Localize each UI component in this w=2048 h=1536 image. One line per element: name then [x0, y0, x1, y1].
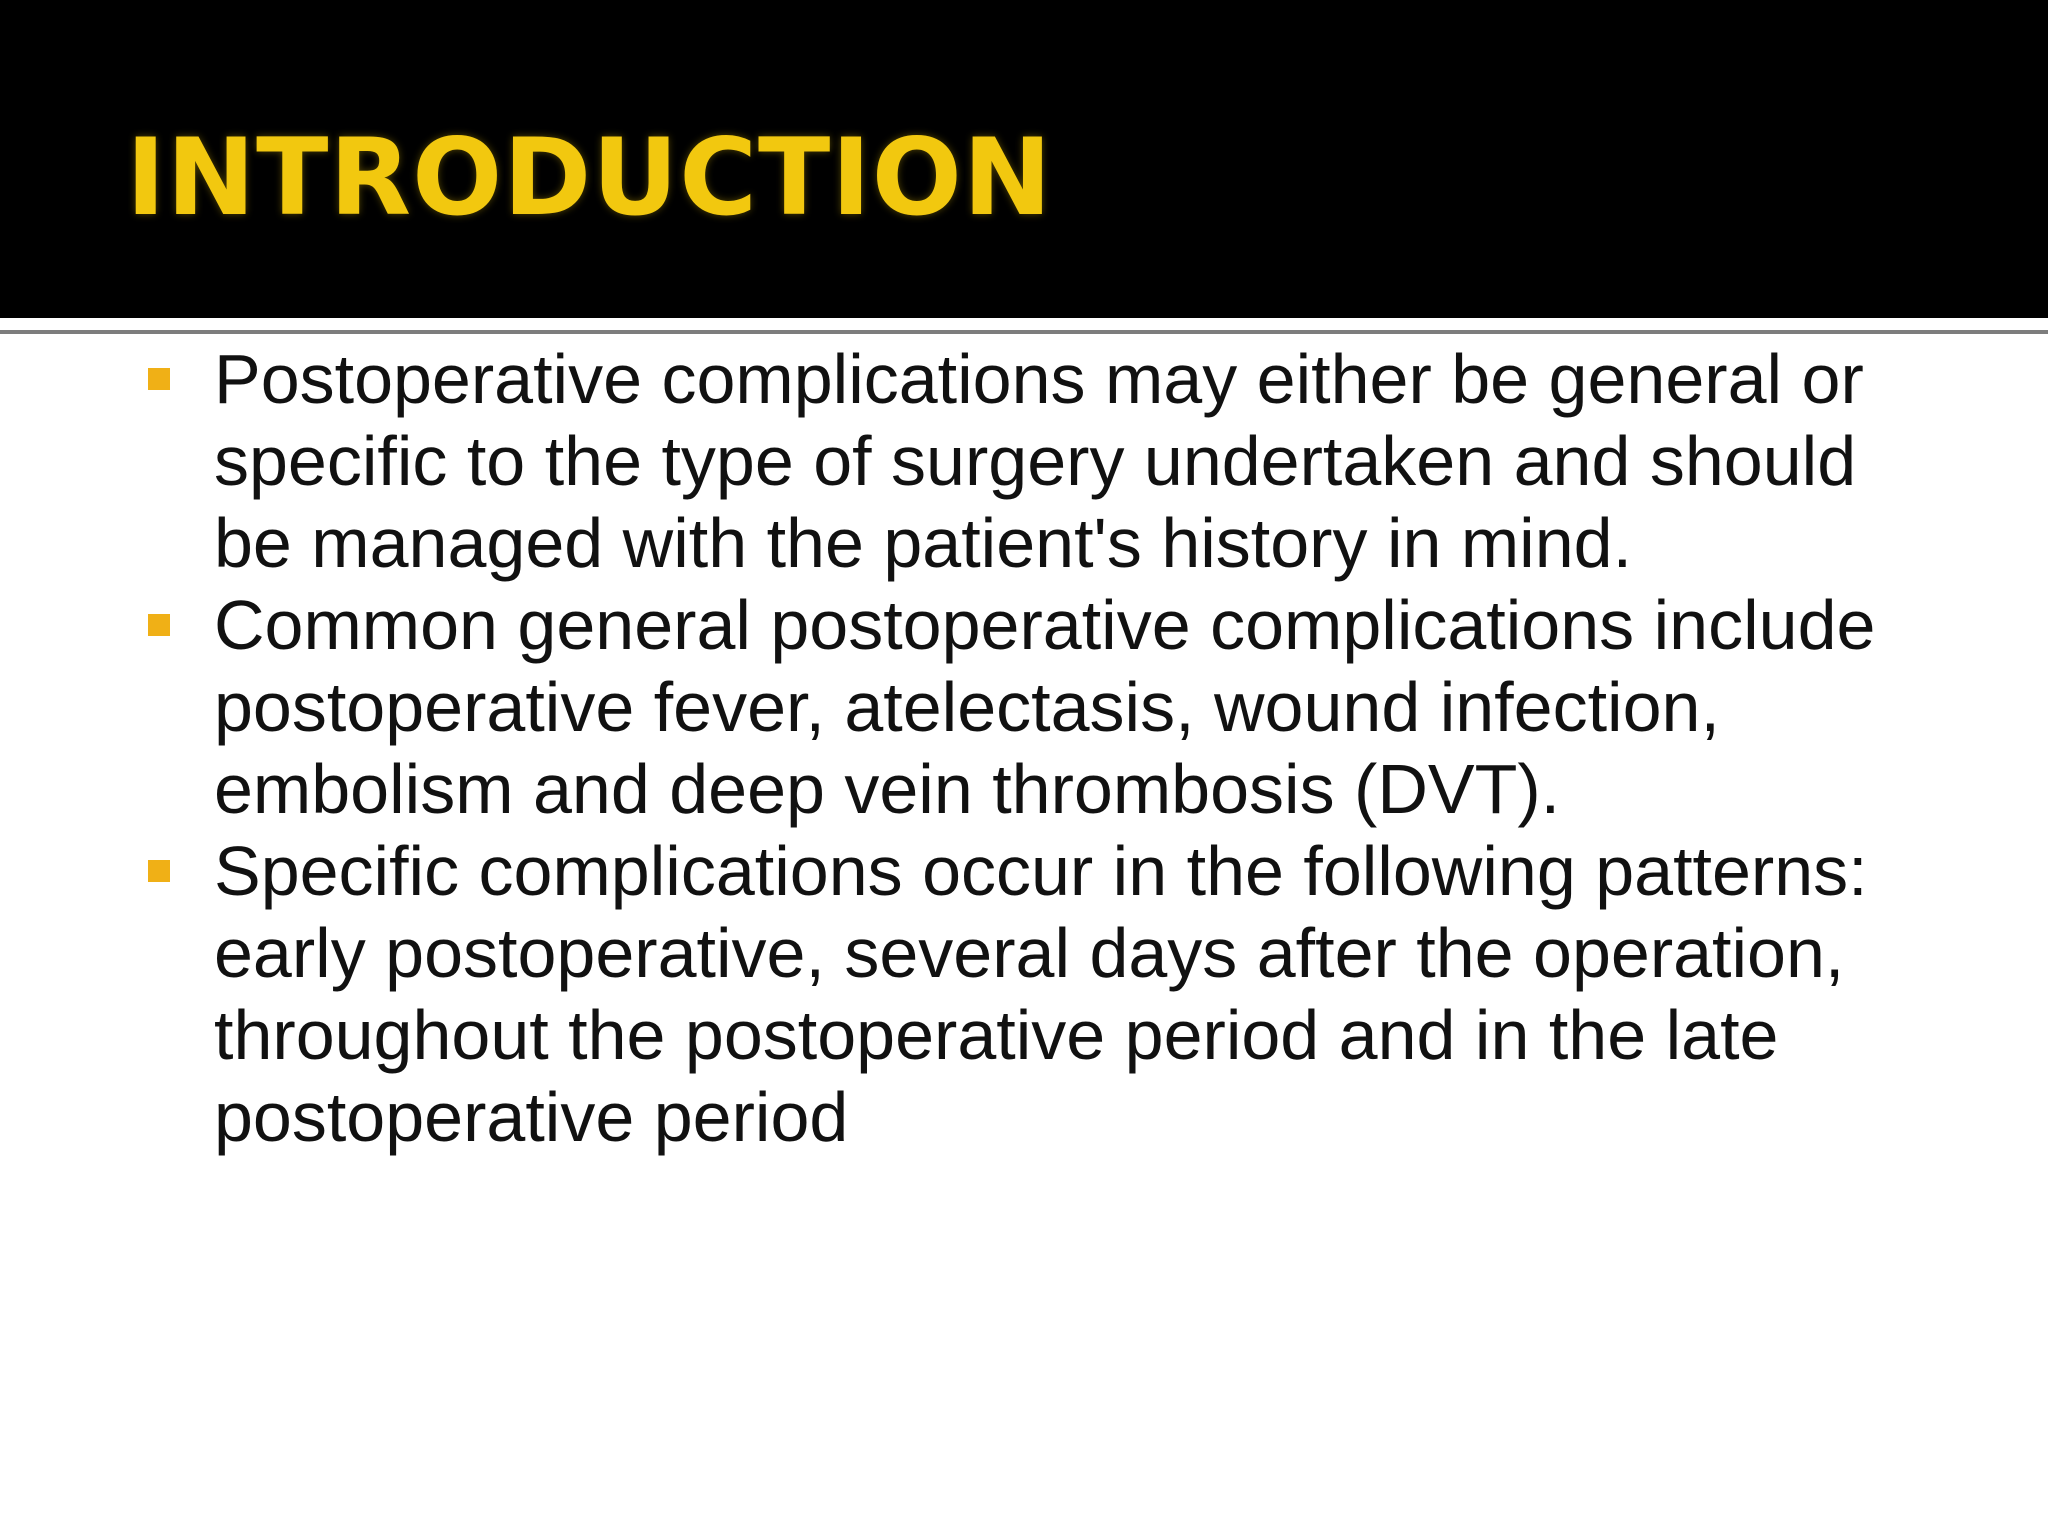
square-bullet-icon: [148, 368, 170, 390]
separator-gap: [0, 318, 2048, 330]
separator-line: [0, 330, 2048, 334]
bullet-item: [140, 584, 1930, 830]
bullet-item: [140, 338, 1930, 584]
bullet-text: Specific complications occur in the following patterns: early postoperative, several days after the operation, throughout the postoperative period and in the late postoperative period: [214, 832, 1868, 1156]
bullet-text: Postoperative complications may either be general or specific to the type of surgery undertaken and should be managed with the patient's history in mind.: [214, 340, 1864, 582]
slide-title: INTRODUCTION: [126, 116, 1053, 239]
bullet-item: [140, 830, 1930, 1158]
square-bullet-icon: [148, 614, 170, 636]
bullet-text: Common general postoperative complications include postoperative fever, atelectasis, wound infection, embolism and deep vein thrombosis (DVT).: [214, 586, 1876, 828]
title-banner: [0, 0, 2048, 318]
square-bullet-icon: [148, 860, 170, 882]
bullet-list: [140, 338, 1930, 1158]
